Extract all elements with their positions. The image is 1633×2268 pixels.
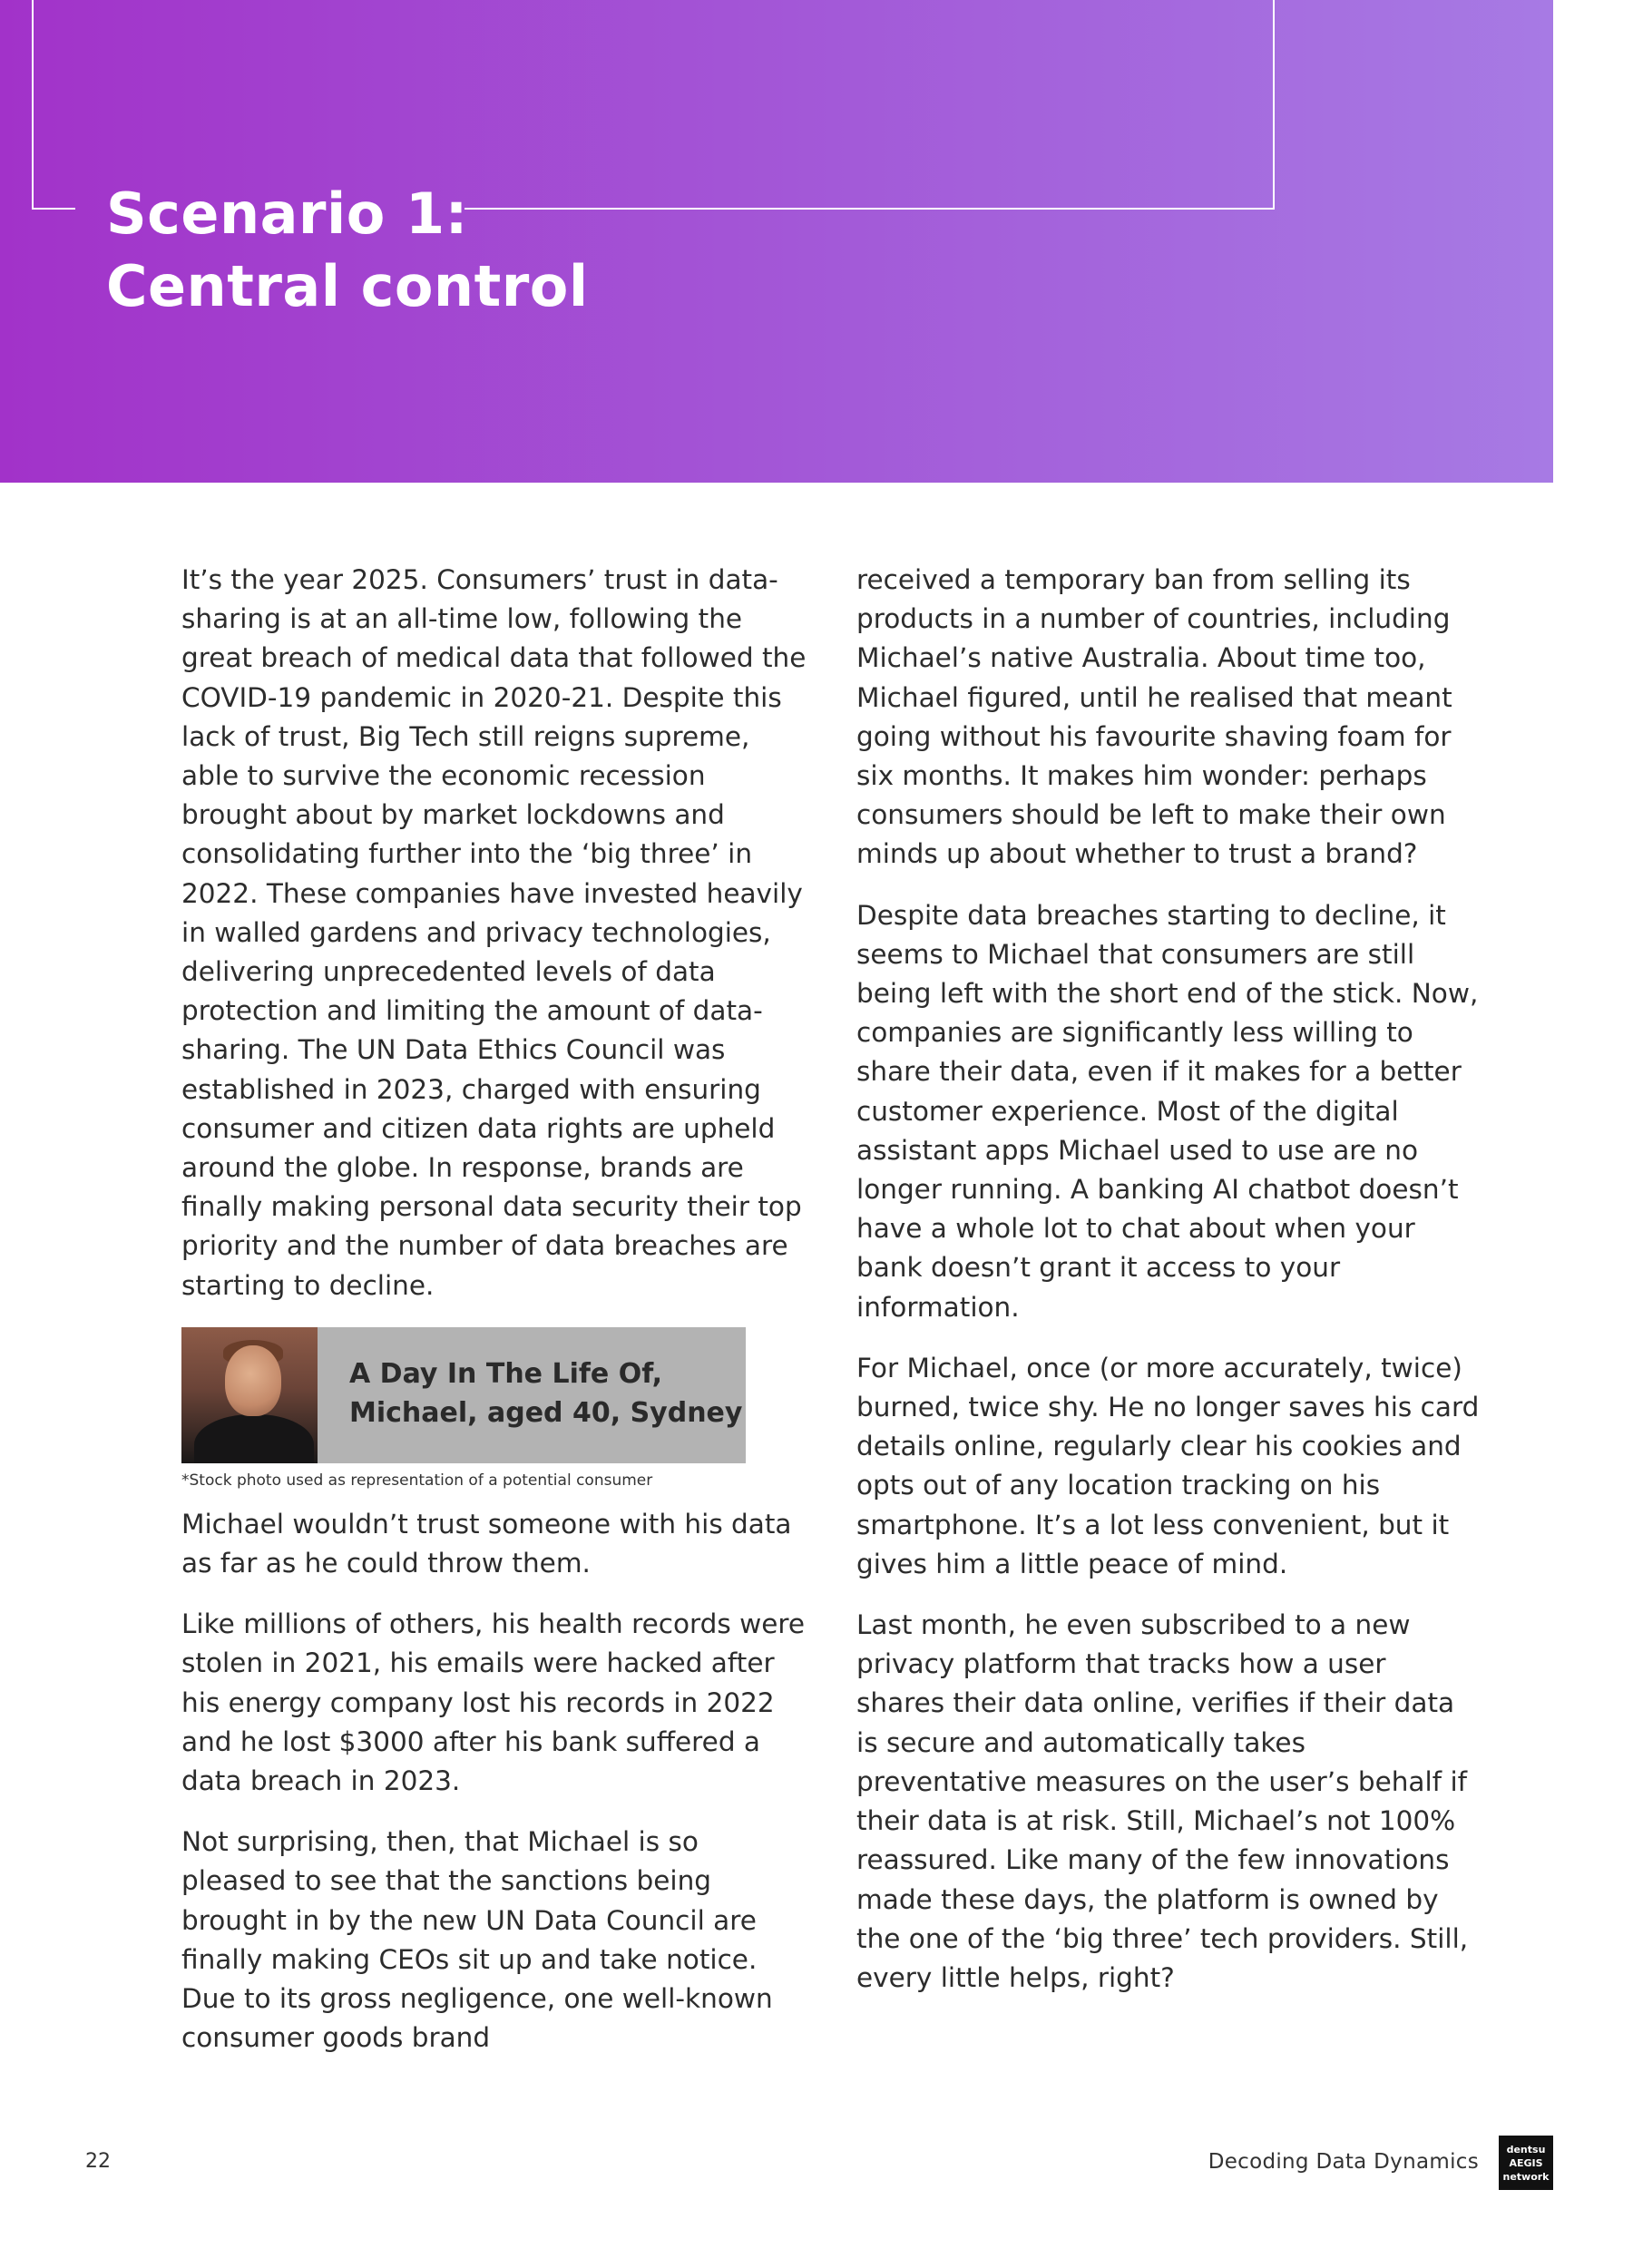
frame-line-left bbox=[32, 0, 34, 210]
callout-heading bbox=[349, 1354, 742, 1432]
body-paragraph: Michael wouldn’t trust someone with his data as far as he could throw them. bbox=[181, 1508, 792, 1579]
callout-line-1: A Day In The Life Of, bbox=[349, 1357, 663, 1390]
body-paragraph: Last month, he even subscribed to a new privacy platform that tracks how a user shares their data online, verifies if their data is secure and automatically takes preventative measures on the user’s behalf if their data is at risk. Still, Michael’s not 100% reassured. Like many of the few innovations made these days, the platform is owned by the one of the ‘big three’ tech providers. Still, every little helps, right? bbox=[856, 1609, 1469, 1993]
body-paragraph: received a temporary ban from selling its products in a number of countries, including Michael’s native Australia. About time too, Michael figured, until he realised that meant going without his favourite shaving foam for six months. It makes him wonder: perhaps consumers should be left to make their own minds up about whether to trust a brand? bbox=[856, 564, 1452, 870]
portrait-photo-icon bbox=[181, 1327, 318, 1463]
callout-line-2: Michael, aged 40, Sydney bbox=[349, 1396, 743, 1429]
body-paragraph: For Michael, once (or more accurately, twice) burned, twice shy. He no longer saves his card details online, regularly clear his cookies and opts out of any location tracking on his smartphone. It’s a lot less convenient, but it gives him a little peace of mind. bbox=[856, 1352, 1480, 1579]
intro-paragraph: It’s the year 2025. Consumers’ trust in data-sharing is at an all-time low, following the great breach of medical data that followed the COVID-19 pandemic in 2020-21. Despite this lack of trust, Big Tech still reigns supreme, able to survive the economic recession brought about by market lockdowns and consolidating further into the ‘big three’ in 2022. These companies have invested heavily in walled gardens and privacy technologies, delivering unprecedented levels of data protection and limiting the amount of data-sharing. The UN Data Ethics Council was established in 2023, charged with ensuring consumer and citizen data rights are upheld around the globe. In response, brands are finally making personal data security their top priority and the number of data breaches are starting to decline. bbox=[181, 564, 807, 1301]
left-column bbox=[181, 561, 807, 2080]
right-column bbox=[856, 561, 1482, 2019]
body-paragraph: Like millions of others, his health records were stolen in 2021, his emails were hacked after his energy company lost his records in 2022 and he lost $3000 after his bank suffered a data breach in 2023. bbox=[181, 1608, 806, 1797]
body-paragraph: Not surprising, then, that Michael is so pleased to see that the sanctions being brought in by the new UN Data Council are finally making CEOs sit up and take notice. Due to its gross negligence, one well-known consumer goods brand bbox=[181, 1826, 773, 2054]
frame-line-right bbox=[1273, 0, 1275, 210]
dentsu-logo-icon bbox=[1499, 2136, 1553, 2190]
logo-line-3: network bbox=[1502, 2170, 1550, 2183]
logo-line-2: AEGIS bbox=[1509, 2156, 1543, 2169]
body-paragraph: Despite data breaches starting to decline, it seems to Michael that consumers are still being left with the short end of the stick. Now, companies are significantly less willing to share their data, even if it makes for a better customer experience. Most of the digital assistant apps Michael used to use are no longer running. A banking AI chatbot doesn’t have a whole lot to chat about when your bank doesn’t grant it access to your information. bbox=[856, 899, 1479, 1323]
page-title bbox=[106, 178, 589, 323]
publication-title: Decoding Data Dynamics bbox=[1208, 2150, 1479, 2174]
page-number: 22 bbox=[85, 2150, 111, 2173]
title-line-2: Central control bbox=[106, 253, 589, 319]
title-line-1: Scenario 1: bbox=[106, 181, 468, 247]
photo-caption: *Stock photo used as representation of a potential consumer bbox=[181, 1471, 653, 1490]
logo-line-1: dentsu bbox=[1506, 2143, 1546, 2156]
frame-line-bottom-left bbox=[32, 208, 75, 210]
persona-callout bbox=[181, 1327, 746, 1463]
